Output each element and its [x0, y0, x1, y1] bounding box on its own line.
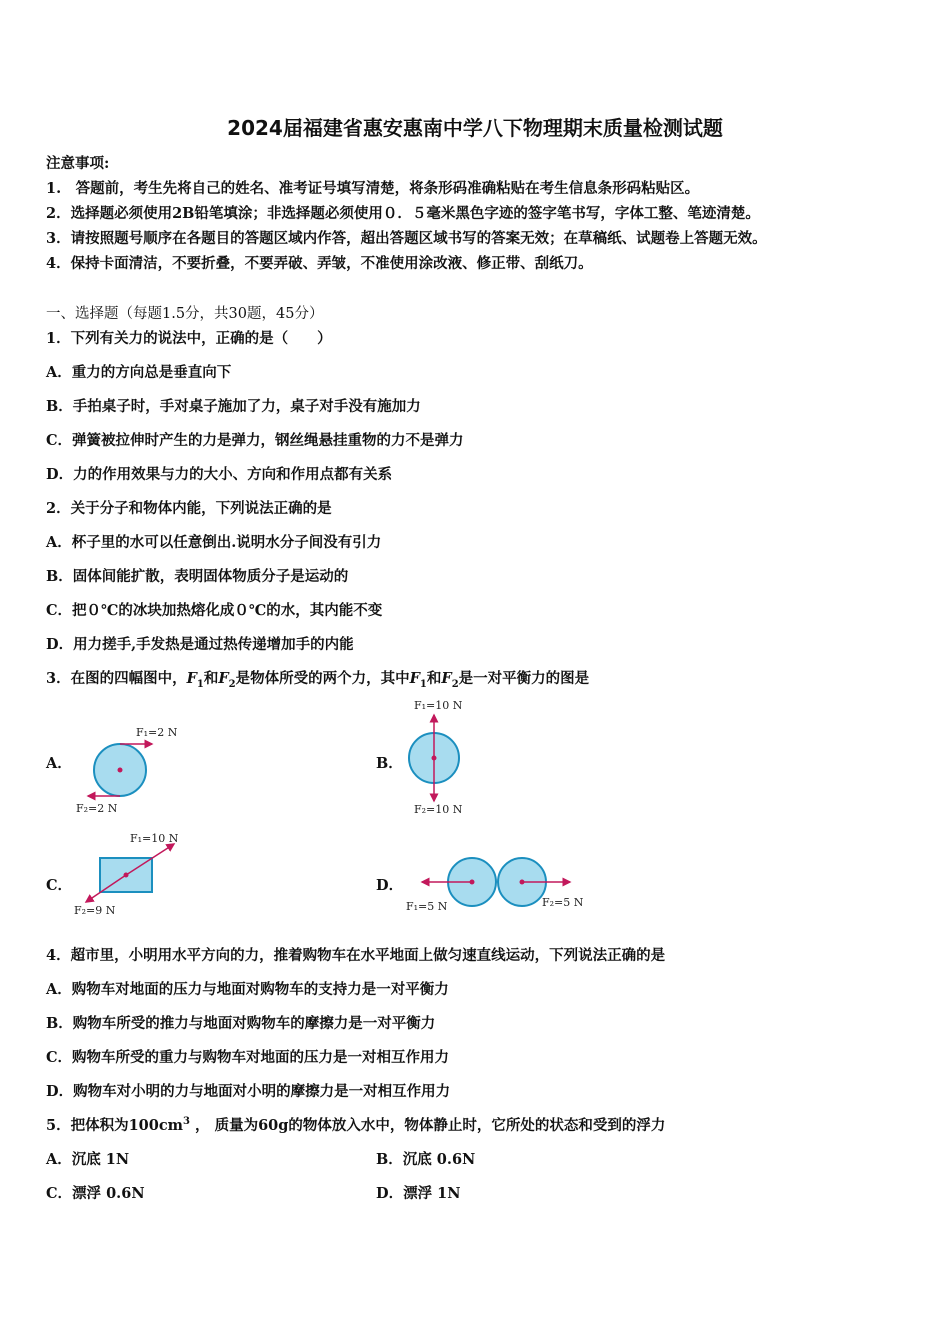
q3-label-c: C．: [46, 877, 73, 894]
figure-b: [400, 697, 480, 819]
q3-label-a: A．: [46, 755, 72, 772]
figD-label-left: F₁=5 N: [406, 900, 448, 913]
q2-option-c: C．把０℃的冰块加热熔化成０℃的水，其内能不变: [46, 602, 383, 619]
notice-item: 2．选择题必须使用2B铅笔填涂；非选择题必须使用０．５毫米黑色字迹的签字笔书写，字体工整、笔迹清楚。: [46, 205, 760, 222]
notice-item: 4．保持卡面清洁，不要折叠，不要弄破、弄皱，不准使用涂改液、修正带、刮纸刀。: [46, 255, 593, 272]
figA-label-top: F₁=2 N: [136, 726, 178, 739]
figure-c: [72, 830, 192, 920]
q1-option-d: D．力的作用效果与力的大小、方向和作用点都有关系: [46, 466, 393, 483]
q4-option-b: B．购物车所受的推力与地面对购物车的摩擦力是一对平衡力: [46, 1015, 436, 1032]
q3-label-d: D．: [376, 877, 404, 894]
q5-option-a: A．沉底 1N: [46, 1151, 130, 1168]
q1-option-b: B．手拍桌子时，手对桌子施加了力，桌子对手没有施加力: [46, 398, 421, 415]
q2-stem: 2．关于分子和物体内能，下列说法正确的是: [46, 500, 332, 517]
figB-label-top: F₁=10 N: [414, 699, 463, 712]
figC-label-bottom: F₂=9 N: [74, 904, 116, 917]
q5-option-c: C．漂浮 0.6N: [46, 1185, 145, 1202]
q5-option-d: D．漂浮 1N: [376, 1185, 461, 1202]
figC-label-top: F₁=10 N: [130, 832, 179, 845]
notice-heading: 注意事项:: [46, 155, 110, 172]
notice-item: 1. 答题前，考生先将自己的姓名、准考证号填写清楚，将条形码准确粘贴在考生信息条形码粘贴区。: [46, 180, 700, 197]
q4-option-c: C．购物车所受的重力与购物车对地面的压力是一对相互作用力: [46, 1049, 450, 1066]
q2-option-b: B．固体间能扩散，表明固体物质分子是运动的: [46, 568, 349, 585]
q1-stem: 1．下列有关力的说法中，正确的是（ ）: [46, 330, 332, 347]
q4-option-a: A．购物车对地面的压力与地面对购物车的支持力是一对平衡力: [46, 981, 449, 998]
q4-option-d: D．购物车对小明的力与地面对小明的摩擦力是一对相互作用力: [46, 1083, 451, 1100]
q5-option-b: B．沉底 0.6N: [376, 1151, 476, 1168]
q2-option-d: D．用力搓手,手发热是通过热传递增加手的内能: [46, 636, 354, 653]
q1-option-a: A．重力的方向总是垂直向下: [46, 364, 232, 381]
figA-label-bottom: F₂=2 N: [76, 802, 118, 815]
figB-label-bottom: F₂=10 N: [414, 803, 463, 816]
figure-a: [72, 722, 192, 820]
q3-label-b: B．: [376, 755, 403, 772]
section-heading: 一、选择题（每题1.5分，共30题，45分）: [46, 306, 324, 322]
figD-label-right: F₂=5 N: [542, 896, 584, 909]
q3-stem: 3．在图的四幅图中，$F_1$和$F_2$是物体所受的两个力，其中$F_1$和$F_2$是一对平衡力的图是: [46, 670, 590, 690]
q4-stem: 4．超市里，小明用水平方向的力，推着购物车在水平地面上做匀速直线运动，下列说法正确的是: [46, 947, 666, 964]
page-title: 2024届福建省惠安惠南中学八下物理期末质量检测试题: [227, 116, 723, 140]
q5-stem: 5．把体积为$100cm^3$ ， 质量为60g的物体放入水中，物体静止时，它所处的状态和受到的浮力: [46, 1116, 666, 1134]
figA-center-dot: [118, 768, 123, 773]
q1-option-c: C．弹簧被拉伸时产生的力是弹力，钢丝绳悬挂重物的力不是弹力: [46, 432, 464, 449]
figure-d: [402, 852, 592, 916]
q2-option-a: A．杯子里的水可以任意倒出.说明水分子间没有引力: [46, 534, 382, 551]
notice-item: 3．请按照题号顺序在各题目的答题区域内作答，超出答题区域书写的答案无效；在草稿纸、试题卷上答题无效。: [46, 230, 767, 247]
